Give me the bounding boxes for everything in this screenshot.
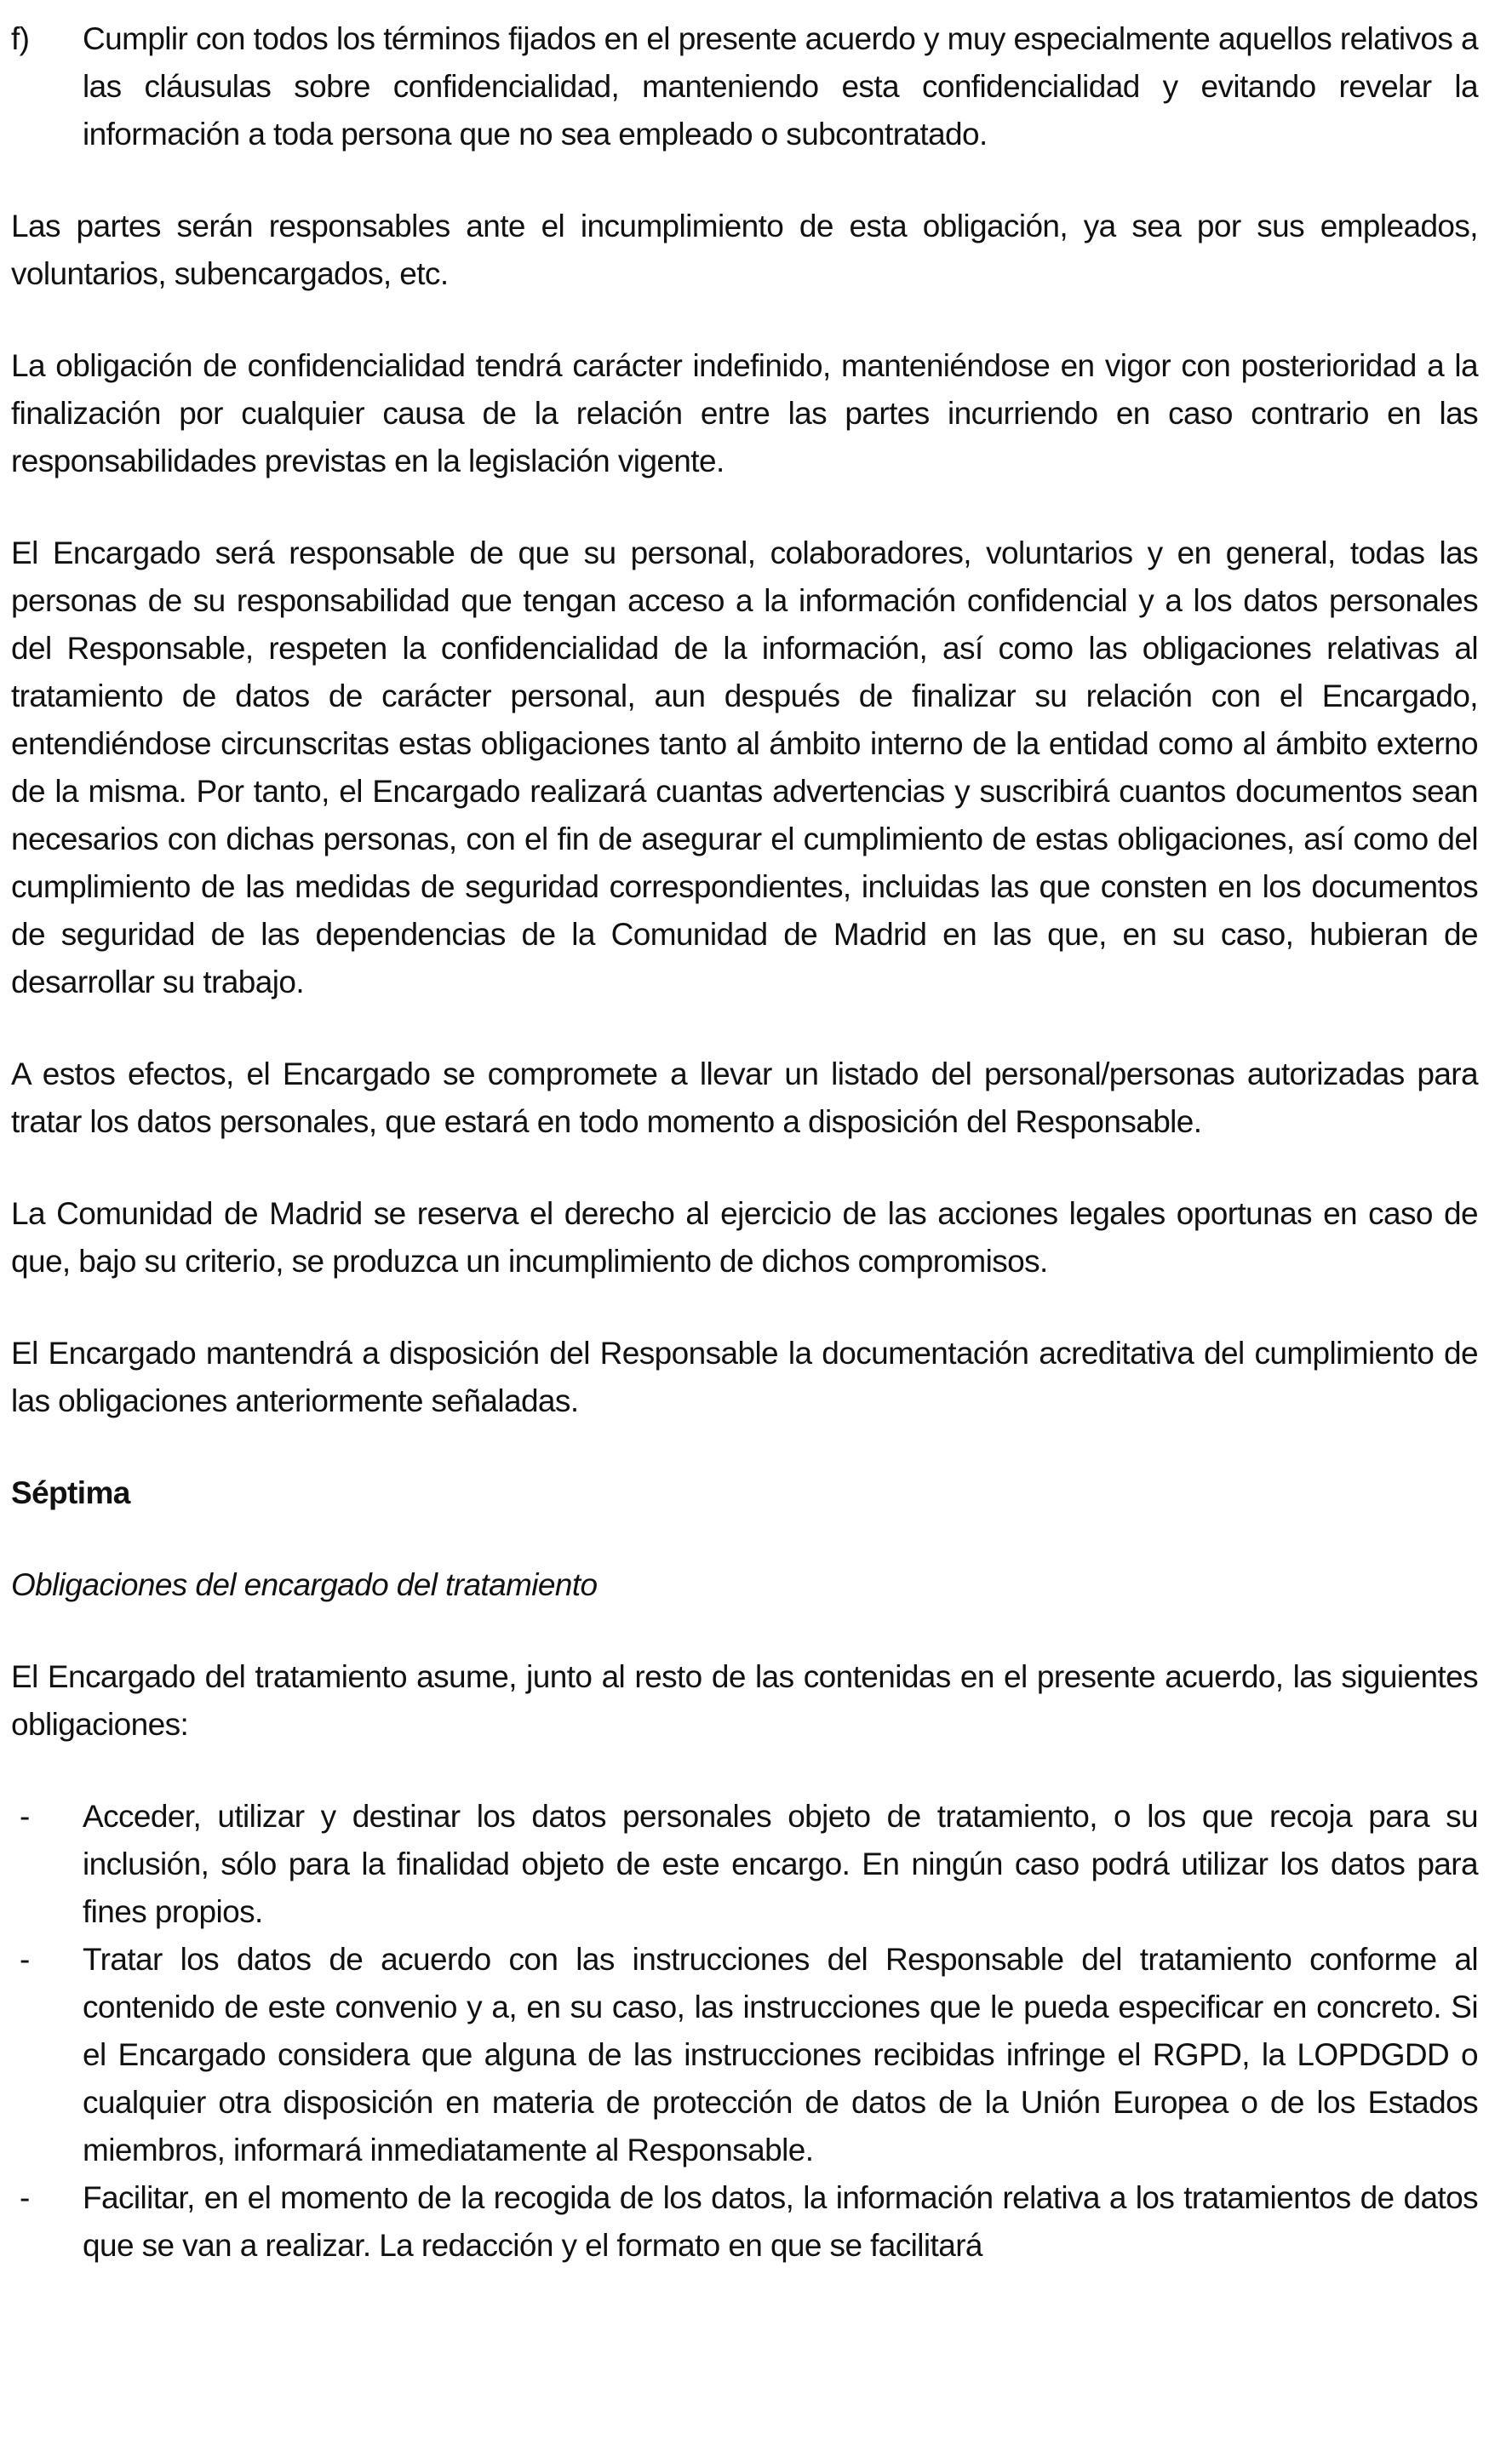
- paragraph-responsibility: Las partes serán responsables ante el incumplimiento de esta obligación, ya sea por sus empleados, voluntarios, subencargados, etc.: [11, 209, 1478, 291]
- list-item-text: Facilitar, en el momento de la recogida de los datos, la información relativa a los tratamientos de datos que se van a realizar. La redacción y el formato en que se facilitará: [83, 2180, 1478, 2263]
- dash-marker: -: [20, 2180, 30, 2215]
- list-item: [11, 1793, 1478, 1936]
- list-item-text: Cumplir con todos los términos fijados en el presente acuerdo y muy especialmente aquellos relativos a las cláusulas sobre confidencialidad, manteniendo esta confidencialidad y evitando revelar la información a toda persona que no sea empleado o subcontratado.: [83, 21, 1478, 152]
- obligations-list: [11, 1793, 1478, 2270]
- paragraph-legal-actions: La Comunidad de Madrid se reserva el derecho al ejercicio de las acciones legales oportunas en caso de que, bajo su criterio, se produzca un incumplimiento de dichos compromisos.: [11, 1196, 1478, 1279]
- paragraph-documentation: El Encargado mantendrá a disposición del Responsable la documentación acreditativa del cumplimiento de las obligaciones anteriormente señaladas.: [11, 1336, 1478, 1418]
- clause-subheading: Obligaciones del encargado del tratamiento: [11, 1567, 598, 1602]
- list-item: [11, 2174, 1478, 2270]
- list-item-text: Tratar los datos de acuerdo con las instrucciones del Responsable del tratamiento conforme al contenido de este convenio y a, en su caso, las instrucciones que le pueda especificar en concreto. Si el Encargado considera que alguna de las instrucciones recibidas infringe el RGPD, la LOPDGDD o cualquier otra disposición en materia de protección de datos de la Unión Europea o de los Estados miembros, informará inmediatamente al Responsable.: [83, 1942, 1478, 2167]
- dash-marker: -: [20, 1799, 30, 1834]
- list-item-f: [11, 15, 1478, 158]
- dash-marker: -: [20, 1942, 30, 1977]
- clause-heading: Séptima: [11, 1475, 130, 1510]
- list-item: [11, 1936, 1478, 2174]
- list-item-text: Acceder, utilizar y destinar los datos personales objeto de tratamiento, o los que recoja para su inclusión, sólo para la finalidad objeto de este encargo. En ningún caso podrá utilizar los datos para fines propios.: [83, 1799, 1478, 1929]
- document-page: [11, 15, 1478, 2270]
- obligations-intro: El Encargado del tratamiento asume, junto al resto de las contenidas en el presente acuerdo, las siguientes obligaciones:: [11, 1659, 1478, 1742]
- paragraph-confidentiality-duration: La obligación de confidencialidad tendrá carácter indefinido, manteniéndose en vigor con posterioridad a la finalización por cualquier causa de la relación entre las partes incurriendo en caso contrario en las responsabilidades previstas en la legislación vigente.: [11, 348, 1478, 478]
- paragraph-staff-obligations: El Encargado será responsable de que su personal, colaboradores, voluntarios y en general, todas las personas de su responsabilidad que tengan acceso a la información confidencial y a los datos personales del Responsable, respeten la confidencialidad de la información, así como las obligaciones relativas al tratamiento de datos de carácter personal, aun después de finalizar su relación con el Encargado, entendiéndose circunscritas estas obligaciones tanto al ámbito interno de la entidad como al ámbito externo de la misma. Por tanto, el Encargado realizará cuantas advertencias y suscribirá cuantos documentos sean necesarios con dichas personas, con el fin de asegurar el cumplimiento de estas obligaciones, así como del cumplimiento de las medidas de seguridad correspondientes, incluidas las que consten en los documentos de seguridad de las dependencias de la Comunidad de Madrid en las que, en su caso, hubieran de desarrollar su trabajo.: [11, 535, 1478, 999]
- list-marker: f): [11, 21, 30, 56]
- paragraph-authorized-personnel: A estos efectos, el Encargado se compromete a llevar un listado del personal/personas autorizadas para tratar los datos personales, que estará en todo momento a disposición del Responsable.: [11, 1056, 1478, 1139]
